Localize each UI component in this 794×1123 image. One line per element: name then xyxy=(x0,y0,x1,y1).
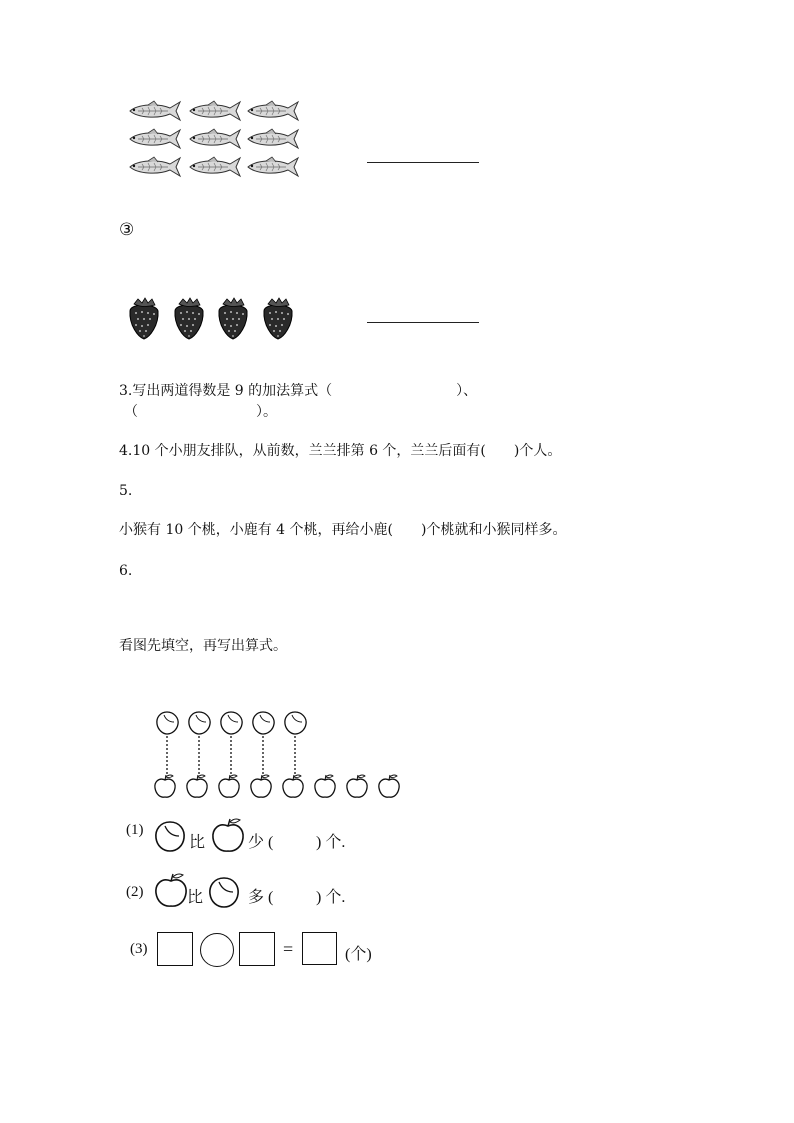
q6-sub2-blank[interactable] xyxy=(283,883,313,903)
q3-open: （ xyxy=(124,404,138,420)
q6-sub1-blank[interactable] xyxy=(283,828,313,848)
q6-sub2-bi: 比 xyxy=(187,889,204,906)
item-number-3: ③ xyxy=(119,220,135,240)
equation-box-result[interactable] xyxy=(302,932,337,965)
peach-apple-figure xyxy=(150,706,410,802)
q6-number: 6. xyxy=(119,563,133,579)
q3-line1 xyxy=(119,381,477,401)
apple-icon xyxy=(154,873,188,909)
q6-sub3-label: (3) xyxy=(130,941,148,957)
fish-answer-line[interactable] xyxy=(367,162,479,163)
peach-icon xyxy=(208,876,240,910)
q3-line2 xyxy=(124,402,277,422)
equals-sign: = xyxy=(283,939,294,959)
strawberry-answer-line[interactable] xyxy=(367,322,479,323)
fish-group-icon xyxy=(126,98,302,182)
q5-text: 小猴有 10 个桃，小鹿有 4 个桃，再给小鹿( )个桃就和小猴同样多。 xyxy=(119,522,567,538)
peach-icon xyxy=(154,820,186,854)
q6-sub1-shao: 少 ( xyxy=(248,834,274,851)
matching-diagram-icon xyxy=(150,706,410,802)
q6-sub2-close: ) 个. xyxy=(316,889,346,906)
fish-picture xyxy=(126,98,302,182)
strawberry-group-icon xyxy=(126,296,302,342)
q6-sub1-bi: 比 xyxy=(189,834,206,851)
q3-close: ）。 xyxy=(256,404,277,420)
q3-prefix: 3.写出两道得数是 9 的加法算式（ xyxy=(119,383,333,399)
strawberry-picture xyxy=(126,296,302,342)
equation-box-2[interactable] xyxy=(239,932,275,966)
q6-sub2-label: (2) xyxy=(126,884,144,900)
apple-icon xyxy=(211,818,245,854)
operator-circle[interactable] xyxy=(200,933,234,967)
equation-box-1[interactable] xyxy=(157,932,193,966)
q6-sub1-label: (1) xyxy=(126,822,144,838)
unit-label: (个) xyxy=(345,946,372,963)
q3-suffix: ）、 xyxy=(456,383,478,399)
q6-instruction: 看图先填空，再写出算式。 xyxy=(119,638,287,654)
q6-sub2-duo: 多 ( xyxy=(248,889,274,906)
q4-text: 4.10 个小朋友排队，从前数，兰兰排第 6 个，兰兰后面有( )个人。 xyxy=(119,443,562,459)
q6-sub1-close: ) 个. xyxy=(316,834,346,851)
q5-number: 5. xyxy=(119,483,133,499)
